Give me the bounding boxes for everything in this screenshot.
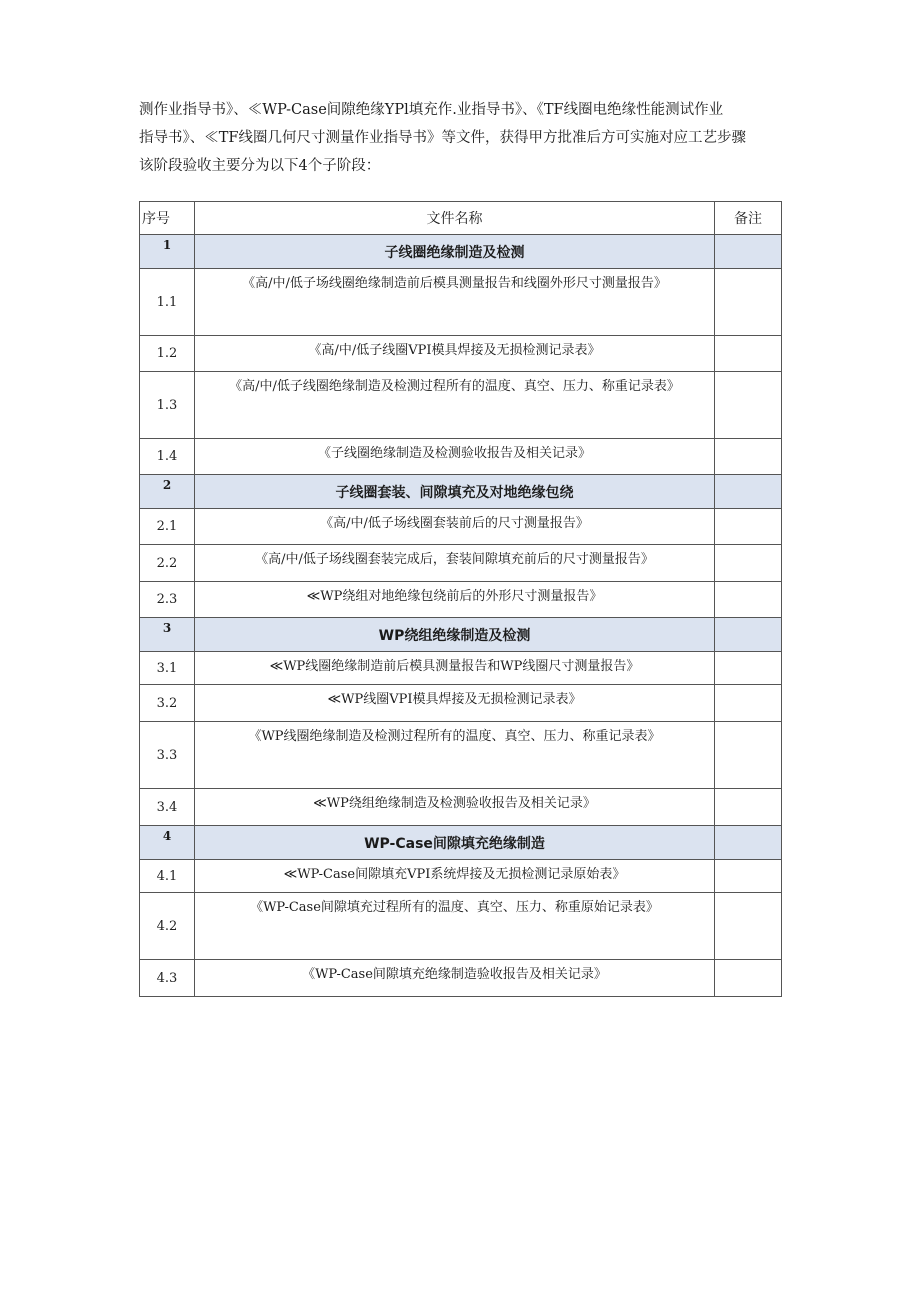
section-note (715, 475, 782, 509)
item-number: 2.2 (140, 545, 195, 582)
item-note (715, 439, 782, 475)
table-header-row (140, 202, 782, 235)
table-row (140, 582, 782, 618)
item-name: ≪WP-Case间隙填充VPI系统焊接及无损检测记录原始表》 (195, 860, 715, 893)
section-title: WP绕组绝缘制造及检测 (195, 618, 715, 652)
header-name: 文件名称 (195, 202, 715, 235)
item-name: 《WP-Case间隙填充过程所有的温度、真空、压力、称重原始记录表》 (195, 893, 715, 960)
intro-line-3: 该阶段验收主要分为以下4个子阶段： (139, 158, 381, 174)
item-number: 3.2 (140, 685, 195, 722)
header-note: 备注 (715, 202, 782, 235)
item-number: 2.1 (140, 509, 195, 545)
item-number: 1.1 (140, 269, 195, 336)
item-name: ≪WP线圈绝缘制造前后模具测量报告和WP线圈尺寸测量报告》 (195, 652, 715, 685)
intro-paragraph (139, 96, 784, 180)
section-note (715, 235, 782, 269)
item-note (715, 372, 782, 439)
table-row (140, 652, 782, 685)
item-name: 《高/中/低子线圈VPI模具焊接及无损检测记录表》 (195, 336, 715, 372)
table-row (140, 789, 782, 826)
table-row (140, 860, 782, 893)
item-number: 3.4 (140, 789, 195, 826)
item-number: 2.3 (140, 582, 195, 618)
item-number: 4.2 (140, 893, 195, 960)
item-note (715, 336, 782, 372)
section-number: 2 (140, 475, 195, 509)
item-note (715, 509, 782, 545)
table-row (140, 439, 782, 475)
item-number: 4.1 (140, 860, 195, 893)
section-title: 子线圈套装、间隙填充及对地绝缘包绕 (195, 475, 715, 509)
section-title: 子线圈绝缘制造及检测 (195, 235, 715, 269)
section-row (140, 235, 782, 269)
table-row (140, 722, 782, 789)
item-note (715, 545, 782, 582)
section-row (140, 826, 782, 860)
section-row (140, 618, 782, 652)
section-number: 1 (140, 235, 195, 269)
section-number: 3 (140, 618, 195, 652)
header-seq: 序号 (140, 202, 195, 235)
item-number: 1.3 (140, 372, 195, 439)
item-note (715, 582, 782, 618)
item-number: 3.3 (140, 722, 195, 789)
item-name: 《子线圈绝缘制造及检测验收报告及相关记录》 (195, 439, 715, 475)
intro-line-1: 测作业指导书》、≪WP-Case间隙绝缘YPl填充作.业指导书》、《TF线圈电绝缘性能测试作业 (139, 102, 724, 118)
section-note (715, 826, 782, 860)
item-note (715, 893, 782, 960)
table-row (140, 960, 782, 997)
table-row (140, 545, 782, 582)
section-title: WP-Case间隙填充绝缘制造 (195, 826, 715, 860)
item-name: 《WP-Case间隙填充绝缘制造验收报告及相关记录》 (195, 960, 715, 997)
section-row (140, 475, 782, 509)
item-note (715, 722, 782, 789)
item-note (715, 860, 782, 893)
item-note (715, 652, 782, 685)
table-row (140, 685, 782, 722)
item-note (715, 269, 782, 336)
item-name: ≪WP绕组对地绝缘包绕前后的外形尺寸测量报告》 (195, 582, 715, 618)
item-note (715, 789, 782, 826)
item-name: 《高/中/低子场线圈套装前后的尺寸测量报告》 (195, 509, 715, 545)
item-name: ≪WP线圈VPI模具焊接及无损检测记录表》 (195, 685, 715, 722)
table-row (140, 509, 782, 545)
item-name: ≪WP绕组绝缘制造及检测验收报告及相关记录》 (195, 789, 715, 826)
item-note (715, 960, 782, 997)
intro-line-2: 指导书》、≪TF线圈几何尺寸测量作业指导书》等文件，获得甲方批准后方可实施对应工艺步骤 (139, 130, 746, 146)
table-row (140, 269, 782, 336)
table-row (140, 893, 782, 960)
item-name: 《高/中/低子场线圈绝缘制造前后模具测量报告和线圈外形尺寸测量报告》 (195, 269, 715, 336)
item-name: 《WP线圈绝缘制造及检测过程所有的温度、真空、压力、称重记录表》 (195, 722, 715, 789)
table-row (140, 372, 782, 439)
item-number: 3.1 (140, 652, 195, 685)
item-name: 《高/中/低子线圈绝缘制造及检测过程所有的温度、真空、压力、称重记录表》 (195, 372, 715, 439)
item-number: 1.2 (140, 336, 195, 372)
section-number: 4 (140, 826, 195, 860)
table-row (140, 336, 782, 372)
item-name: 《高/中/低子场线圈套装完成后，套装间隙填充前后的尺寸测量报告》 (195, 545, 715, 582)
item-number: 1.4 (140, 439, 195, 475)
section-note (715, 618, 782, 652)
item-number: 4.3 (140, 960, 195, 997)
item-note (715, 685, 782, 722)
document-list-table (139, 201, 782, 997)
